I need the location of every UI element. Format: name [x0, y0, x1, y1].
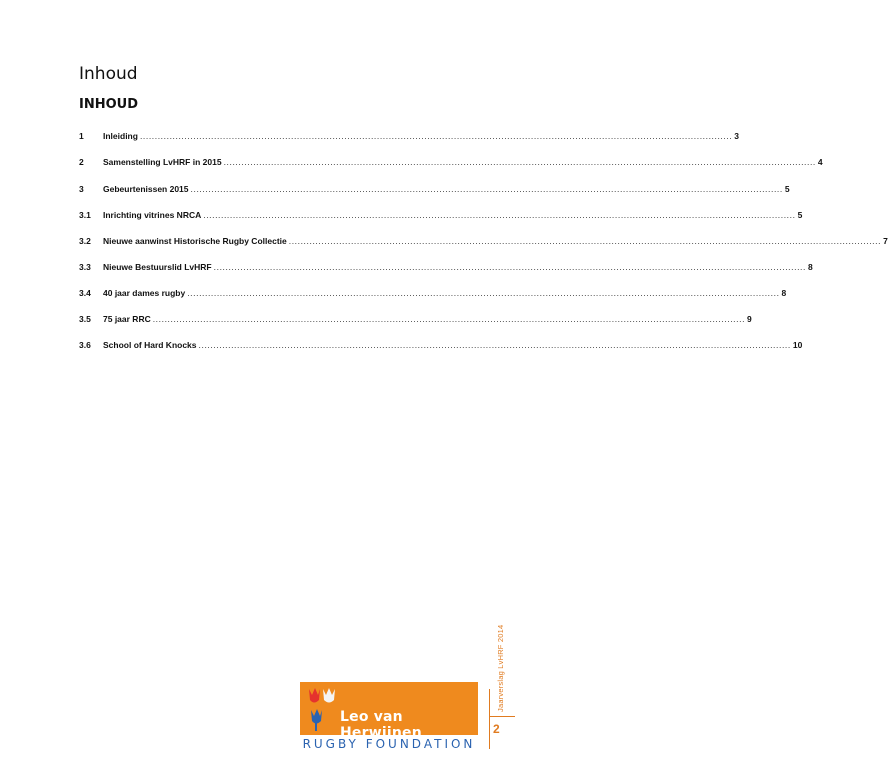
toc-entry-number: 3.3	[79, 262, 91, 272]
toc-entry-title: Nieuwe Bestuurslid LvHRF	[103, 262, 212, 272]
logo-name: Leo van Herwijnen	[340, 709, 422, 741]
running-footer-text: Jaarverslag LvHRF 2014	[496, 624, 505, 712]
toc-entry-page: 5	[797, 210, 803, 220]
toc-entry-number: 3	[79, 184, 84, 194]
toc-entry-1[interactable]	[79, 130, 740, 142]
toc-entry-title: Inrichting vitrines NRCA	[103, 210, 202, 220]
toc-entry-page: 3	[734, 131, 740, 141]
toc-entry-title: Gebeurtenissen 2015	[103, 184, 189, 194]
toc-leader: ........................................................................................................................................................................................................	[288, 236, 882, 246]
toc-entry-page: 5	[784, 184, 790, 194]
toc-entry-3-5[interactable]	[79, 313, 752, 325]
page-number: 2	[493, 722, 500, 736]
toc-entry-3-4[interactable]	[79, 287, 787, 299]
toc-leader: ........................................................................................................................................................................................................	[139, 131, 733, 141]
toc-entry-3-3[interactable]	[79, 261, 813, 273]
toc-title: INHOUD	[79, 97, 138, 112]
toc-entry-number: 1	[79, 131, 84, 141]
toc-entry-page: 4	[817, 157, 823, 167]
toc-entry-title: 40 jaar dames rugby	[103, 288, 186, 298]
toc-entry-2[interactable]	[79, 156, 823, 168]
toc-entry-number: 3.4	[79, 288, 91, 298]
toc-entry-page: 10	[792, 340, 803, 350]
toc-entry-title: Nieuwe aanwinst Historische Rugby Collectie	[103, 236, 287, 246]
toc-entry-page: 8	[781, 288, 787, 298]
toc-leader: ........................................................................................................................................................................................................	[190, 184, 783, 194]
toc-entry-number: 2	[79, 157, 84, 167]
toc-entry-number: 3.2	[79, 236, 91, 246]
toc-entry-number: 3.5	[79, 314, 91, 324]
toc-leader: ........................................................................................................................................................................................................	[213, 262, 806, 272]
toc-entry-title: 75 jaar RRC	[103, 314, 151, 324]
page-heading: Inhoud	[79, 64, 138, 84]
toc-entry-page: 9	[747, 314, 752, 324]
toc-leader: ........................................................................................................................................................................................................	[223, 157, 816, 167]
toc-entry-title: Inleiding	[103, 131, 138, 141]
tulip-logo-icon	[306, 686, 338, 732]
toc-leader: ........................................................................................................................................................................................................	[203, 210, 796, 220]
footer-divider-horizontal	[489, 716, 515, 717]
logo-subtitle: RUGBY FOUNDATION	[302, 737, 476, 751]
toc-leader: ........................................................................................................................................................................................................	[198, 340, 791, 350]
toc-entry-number: 3.6	[79, 340, 91, 350]
toc-entry-3-6[interactable]	[79, 339, 803, 351]
toc-entry-3-2[interactable]	[79, 235, 888, 247]
toc-entry-page: 7	[883, 236, 888, 246]
toc-entry-number: 3.1	[79, 210, 91, 220]
toc-entry-title: Samenstelling LvHRF in 2015	[103, 157, 222, 167]
toc-entry-3-1[interactable]	[79, 209, 803, 221]
footer-divider	[489, 689, 490, 749]
toc-entry-3[interactable]	[79, 183, 790, 195]
toc-entry-page: 8	[807, 262, 813, 272]
toc-leader: ........................................................................................................................................................................................................	[187, 288, 780, 298]
foundation-logo	[300, 682, 478, 755]
toc-entry-title: School of Hard Knocks	[103, 340, 197, 350]
toc-leader: ........................................................................................................................................................................................................	[152, 314, 746, 324]
